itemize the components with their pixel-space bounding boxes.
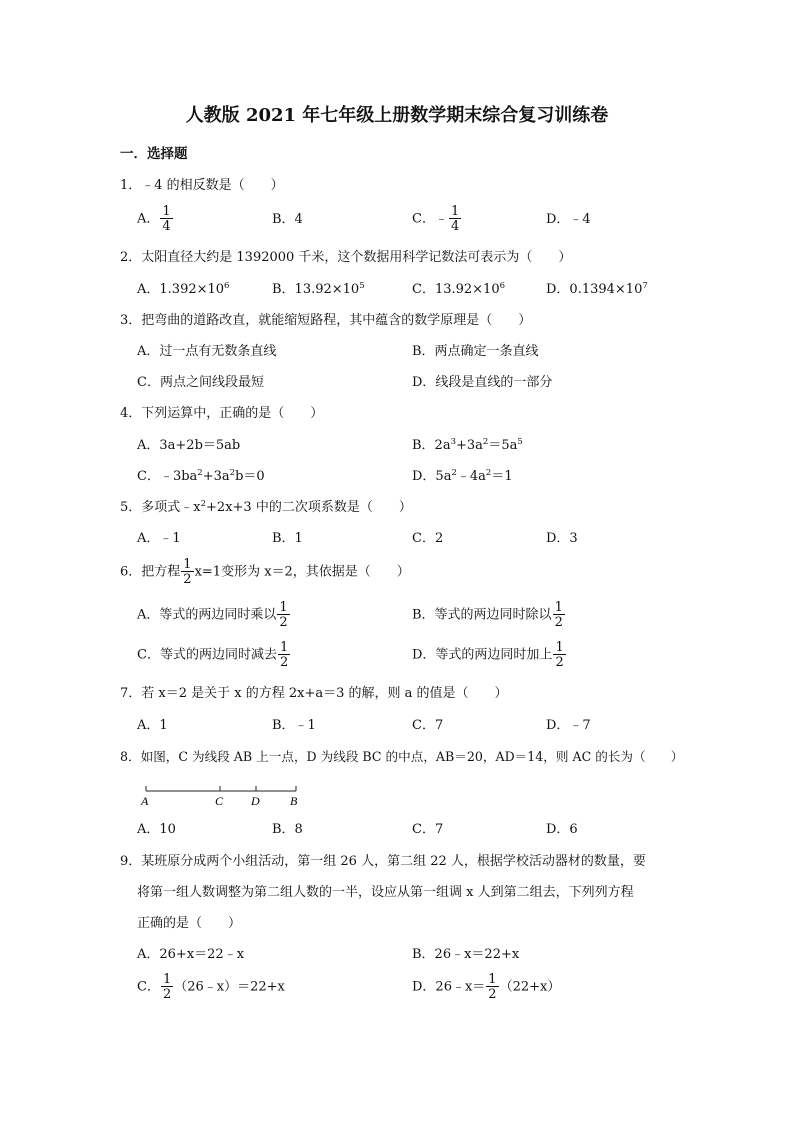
numerator: 1 bbox=[162, 204, 171, 219]
fraction bbox=[161, 973, 173, 1001]
exponent: 2 bbox=[485, 468, 492, 478]
point-a-label: A bbox=[141, 794, 149, 808]
q1-option-c bbox=[412, 205, 462, 233]
q4-option-c bbox=[137, 470, 265, 483]
q8-option-c: C．7 bbox=[412, 822, 444, 837]
q9-option-a: A．26+x＝22﹣x bbox=[137, 947, 245, 962]
q4-option-a: A．3a+2b＝5ab bbox=[137, 438, 241, 453]
fraction bbox=[449, 205, 461, 233]
q5-option-d: D．3 bbox=[546, 531, 578, 546]
fraction bbox=[553, 601, 565, 629]
q2-option-d bbox=[546, 283, 648, 296]
q9-option-d bbox=[412, 973, 560, 1001]
denominator: 4 bbox=[162, 219, 171, 234]
term: ﹣4a bbox=[456, 469, 486, 484]
numerator: 1 bbox=[279, 600, 288, 615]
question-2-stem: 2．太阳直径大约是 1392000 千米，这个数据用科学记数法可表示为（ ） bbox=[120, 250, 572, 265]
exponent: 5 bbox=[517, 437, 523, 447]
q1-option-b: B．4 bbox=[272, 212, 303, 227]
term: b＝0 bbox=[235, 469, 265, 484]
stem-text: 变形为 x＝2，其依据是（ ） bbox=[221, 564, 410, 580]
denominator: 2 bbox=[162, 987, 172, 1002]
term: +3a bbox=[202, 469, 230, 484]
q3-option-c: C．两点之间线段最短 bbox=[137, 375, 264, 390]
option-text: A．等式的两边同时乘以 bbox=[137, 607, 277, 623]
q5-option-c: C．2 bbox=[412, 531, 444, 546]
q8-option-a: A．10 bbox=[137, 822, 176, 837]
question-9-line-1: 9．某班原分成两个小组活动，第一组 26 人，第二组 22 人，根据学校活动器材的数量，要 bbox=[120, 854, 646, 869]
option-label: C． bbox=[412, 211, 435, 227]
q3-option-d: D．线段是直线的一部分 bbox=[412, 375, 553, 390]
exponent: 6 bbox=[499, 281, 506, 291]
term: C．﹣3ba bbox=[137, 469, 198, 484]
point-b-label: B bbox=[290, 794, 298, 808]
exponent: 7 bbox=[642, 281, 648, 291]
numerator: 1 bbox=[450, 204, 460, 219]
stem-text: 5．多项式﹣x bbox=[120, 500, 201, 515]
option-text: D．0.1394×10 bbox=[546, 282, 643, 297]
point-d-label: D bbox=[251, 794, 260, 808]
option-text: A．1.392×10 bbox=[137, 282, 225, 297]
fraction bbox=[278, 641, 290, 669]
numerator: 1 bbox=[183, 557, 192, 572]
option-text: C．等式的两边同时减去 bbox=[137, 647, 277, 663]
q6-option-b bbox=[412, 601, 566, 629]
q1-option-a bbox=[137, 205, 174, 233]
q4-option-b bbox=[412, 439, 523, 452]
numerator: 1 bbox=[488, 972, 497, 987]
exponent: 5 bbox=[359, 281, 365, 291]
q8-option-b: B．8 bbox=[272, 822, 303, 837]
q3-option-b: B．两点确定一条直线 bbox=[412, 344, 539, 359]
segment-figure bbox=[138, 782, 308, 808]
equation-rest: x=1 bbox=[194, 564, 222, 580]
q6-option-d bbox=[412, 641, 567, 669]
numerator: 1 bbox=[555, 640, 564, 655]
numerator: 1 bbox=[554, 600, 563, 615]
point-c-label: C bbox=[215, 794, 224, 808]
term: +3a bbox=[456, 438, 483, 453]
q7-option-c: C．7 bbox=[412, 718, 444, 733]
exponent: 2 bbox=[229, 468, 236, 478]
q8-option-d: D．6 bbox=[546, 822, 578, 837]
question-9-line-2: 将第一组人数调整为第二组人数的一半，设应从第一组调 x 人到第二组去，下列列方程 bbox=[137, 885, 634, 900]
option-label: A． bbox=[137, 211, 160, 227]
denominator: 2 bbox=[279, 615, 288, 630]
numerator: 1 bbox=[279, 640, 289, 655]
q6-option-c bbox=[137, 641, 291, 669]
q7-option-a: A．1 bbox=[137, 718, 168, 733]
exponent: 2 bbox=[451, 468, 457, 478]
denominator: 2 bbox=[279, 655, 289, 670]
denominator: 2 bbox=[488, 987, 497, 1002]
exponent: 2 bbox=[197, 468, 203, 478]
page-title: 人教版 2021 年七年级上册数学期末综合复习训练卷 bbox=[185, 105, 609, 126]
fraction bbox=[553, 641, 565, 669]
stem-text: +2x+3 中的二次项系数是（ ） bbox=[206, 500, 412, 515]
denominator: 4 bbox=[450, 219, 460, 234]
q2-option-b bbox=[272, 283, 365, 296]
fraction bbox=[160, 205, 172, 233]
q6-option-a bbox=[137, 601, 291, 629]
denominator: 2 bbox=[554, 615, 563, 630]
q2-option-a bbox=[137, 283, 229, 296]
question-3-stem: 3．把弯曲的道路改直，就能缩短路程，其中蕴含的数学原理是（ ） bbox=[120, 313, 532, 328]
q5-option-b: B．1 bbox=[272, 531, 303, 546]
denominator: 2 bbox=[183, 572, 192, 587]
question-6-stem bbox=[120, 558, 410, 586]
fraction bbox=[181, 558, 193, 586]
q7-option-d: D．﹣7 bbox=[546, 718, 591, 733]
exponent: 3 bbox=[450, 437, 456, 447]
question-1-stem: 1．﹣4 的相反数是（ ） bbox=[120, 178, 284, 193]
option-text: （22+x） bbox=[499, 979, 561, 995]
minus-sign: ﹣ bbox=[434, 211, 448, 227]
question-4-stem: 4．下列运算中，正确的是（ ） bbox=[120, 406, 324, 421]
q5-option-a: A．﹣1 bbox=[137, 531, 181, 546]
stem-text: 6．把方程 bbox=[120, 564, 181, 580]
option-text: D．等式的两边同时加上 bbox=[412, 647, 553, 663]
term: ＝1 bbox=[491, 469, 513, 484]
q4-option-d bbox=[412, 470, 513, 483]
q3-option-a: A．过一点有无数条直线 bbox=[137, 344, 277, 359]
numerator: 1 bbox=[162, 972, 172, 987]
question-7-stem: 7．若 x＝2 是关于 x 的方程 2x+a＝3 的解，则 a 的值是（ ） bbox=[120, 686, 508, 701]
q9-option-b: B．26﹣x＝22+x bbox=[412, 947, 520, 962]
q9-option-c bbox=[137, 973, 285, 1001]
q2-option-c bbox=[412, 283, 505, 296]
exponent: 2 bbox=[200, 499, 207, 509]
option-text: B．等式的两边同时除以 bbox=[412, 607, 552, 623]
option-text: （26﹣x）＝22+x bbox=[174, 979, 285, 995]
fraction bbox=[486, 973, 498, 1001]
option-text: D．26﹣x＝ bbox=[412, 979, 486, 995]
q7-option-b: B．﹣1 bbox=[272, 718, 316, 733]
question-9-line-3: 正确的是（ ） bbox=[137, 916, 242, 931]
option-text: B．13.92×10 bbox=[272, 282, 360, 297]
term: B．2a bbox=[412, 438, 451, 453]
q1-option-d: D．﹣4 bbox=[546, 212, 591, 227]
denominator: 2 bbox=[555, 655, 564, 670]
fraction bbox=[277, 601, 289, 629]
option-text: C．13.92×10 bbox=[412, 282, 500, 297]
exponent: 6 bbox=[224, 281, 230, 291]
section-heading: 一．选择题 bbox=[120, 146, 188, 162]
term: ＝5a bbox=[488, 438, 518, 453]
exponent: 2 bbox=[482, 437, 489, 447]
question-5-stem bbox=[120, 501, 412, 514]
question-8-stem: 8．如图，C 为线段 AB 上一点，D 为线段 BC 的中点，AB＝20，AD＝14，则 AC 的长为（ ） bbox=[120, 749, 684, 764]
option-label: C． bbox=[137, 979, 160, 995]
term: D．5a bbox=[412, 469, 452, 484]
